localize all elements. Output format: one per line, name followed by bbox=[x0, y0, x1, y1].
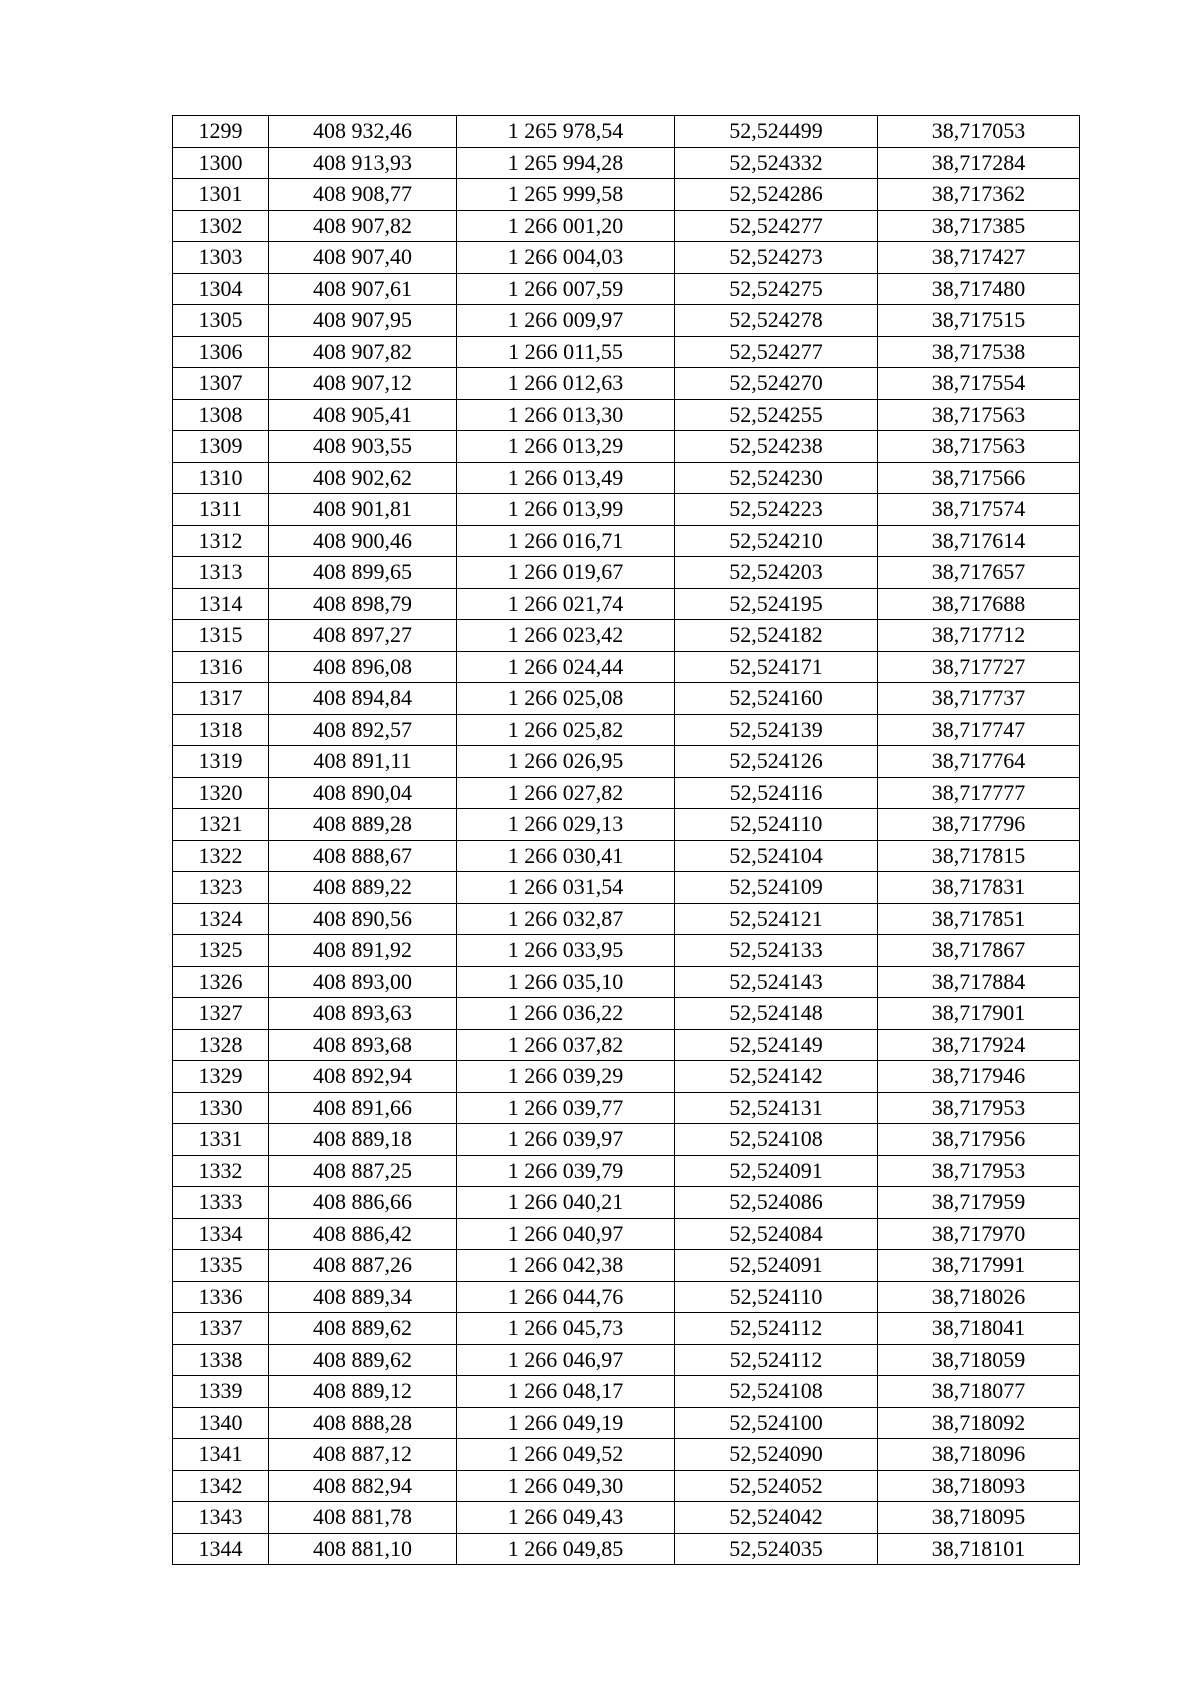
latitude-cell: 52,524112 bbox=[675, 1344, 878, 1376]
x-coordinate-cell: 408 889,22 bbox=[269, 872, 457, 904]
point-number-cell: 1311 bbox=[173, 494, 269, 526]
latitude-cell: 52,524203 bbox=[675, 557, 878, 589]
y-coordinate-cell: 1 266 021,74 bbox=[457, 588, 675, 620]
table-row bbox=[173, 1029, 1080, 1061]
longitude-cell: 38,718092 bbox=[878, 1407, 1080, 1439]
y-coordinate-cell: 1 266 009,97 bbox=[457, 305, 675, 337]
table-row bbox=[173, 273, 1080, 305]
point-number-cell: 1318 bbox=[173, 714, 269, 746]
y-coordinate-cell: 1 266 004,03 bbox=[457, 242, 675, 274]
latitude-cell: 52,524160 bbox=[675, 683, 878, 715]
x-coordinate-cell: 408 900,46 bbox=[269, 525, 457, 557]
latitude-cell: 52,524195 bbox=[675, 588, 878, 620]
x-coordinate-cell: 408 896,08 bbox=[269, 651, 457, 683]
x-coordinate-cell: 408 889,62 bbox=[269, 1313, 457, 1345]
x-coordinate-cell: 408 893,63 bbox=[269, 998, 457, 1030]
table-row bbox=[173, 1187, 1080, 1219]
table-row bbox=[173, 1439, 1080, 1471]
latitude-cell: 52,524133 bbox=[675, 935, 878, 967]
x-coordinate-cell: 408 887,12 bbox=[269, 1439, 457, 1471]
longitude-cell: 38,717764 bbox=[878, 746, 1080, 778]
latitude-cell: 52,524100 bbox=[675, 1407, 878, 1439]
x-coordinate-cell: 408 898,79 bbox=[269, 588, 457, 620]
latitude-cell: 52,524230 bbox=[675, 462, 878, 494]
longitude-cell: 38,718041 bbox=[878, 1313, 1080, 1345]
point-number-cell: 1334 bbox=[173, 1218, 269, 1250]
latitude-cell: 52,524109 bbox=[675, 872, 878, 904]
point-number-cell: 1332 bbox=[173, 1155, 269, 1187]
point-number-cell: 1301 bbox=[173, 179, 269, 211]
latitude-cell: 52,524035 bbox=[675, 1533, 878, 1565]
latitude-cell: 52,524182 bbox=[675, 620, 878, 652]
point-number-cell: 1338 bbox=[173, 1344, 269, 1376]
x-coordinate-cell: 408 890,56 bbox=[269, 903, 457, 935]
table-row bbox=[173, 305, 1080, 337]
x-coordinate-cell: 408 903,55 bbox=[269, 431, 457, 463]
point-number-cell: 1329 bbox=[173, 1061, 269, 1093]
x-coordinate-cell: 408 907,82 bbox=[269, 336, 457, 368]
y-coordinate-cell: 1 266 049,52 bbox=[457, 1439, 675, 1471]
table-row bbox=[173, 872, 1080, 904]
y-coordinate-cell: 1 266 013,49 bbox=[457, 462, 675, 494]
x-coordinate-cell: 408 907,40 bbox=[269, 242, 457, 274]
point-number-cell: 1304 bbox=[173, 273, 269, 305]
y-coordinate-cell: 1 265 978,54 bbox=[457, 116, 675, 148]
table-row bbox=[173, 1533, 1080, 1565]
table-row bbox=[173, 714, 1080, 746]
longitude-cell: 38,717727 bbox=[878, 651, 1080, 683]
latitude-cell: 52,524126 bbox=[675, 746, 878, 778]
longitude-cell: 38,717657 bbox=[878, 557, 1080, 589]
table-row bbox=[173, 557, 1080, 589]
x-coordinate-cell: 408 886,42 bbox=[269, 1218, 457, 1250]
longitude-cell: 38,718096 bbox=[878, 1439, 1080, 1471]
latitude-cell: 52,524142 bbox=[675, 1061, 878, 1093]
longitude-cell: 38,717712 bbox=[878, 620, 1080, 652]
y-coordinate-cell: 1 266 013,29 bbox=[457, 431, 675, 463]
latitude-cell: 52,524104 bbox=[675, 840, 878, 872]
table-row bbox=[173, 399, 1080, 431]
x-coordinate-cell: 408 905,41 bbox=[269, 399, 457, 431]
point-number-cell: 1319 bbox=[173, 746, 269, 778]
latitude-cell: 52,524278 bbox=[675, 305, 878, 337]
point-number-cell: 1341 bbox=[173, 1439, 269, 1471]
x-coordinate-cell: 408 913,93 bbox=[269, 147, 457, 179]
latitude-cell: 52,524091 bbox=[675, 1155, 878, 1187]
longitude-cell: 38,717566 bbox=[878, 462, 1080, 494]
table-row bbox=[173, 777, 1080, 809]
y-coordinate-cell: 1 266 039,79 bbox=[457, 1155, 675, 1187]
longitude-cell: 38,718101 bbox=[878, 1533, 1080, 1565]
longitude-cell: 38,717427 bbox=[878, 242, 1080, 274]
x-coordinate-cell: 408 932,46 bbox=[269, 116, 457, 148]
point-number-cell: 1323 bbox=[173, 872, 269, 904]
x-coordinate-cell: 408 907,95 bbox=[269, 305, 457, 337]
table-row bbox=[173, 147, 1080, 179]
latitude-cell: 52,524275 bbox=[675, 273, 878, 305]
y-coordinate-cell: 1 266 001,20 bbox=[457, 210, 675, 242]
x-coordinate-cell: 408 907,61 bbox=[269, 273, 457, 305]
x-coordinate-cell: 408 888,28 bbox=[269, 1407, 457, 1439]
y-coordinate-cell: 1 266 032,87 bbox=[457, 903, 675, 935]
x-coordinate-cell: 408 887,26 bbox=[269, 1250, 457, 1282]
latitude-cell: 52,524091 bbox=[675, 1250, 878, 1282]
point-number-cell: 1343 bbox=[173, 1502, 269, 1534]
point-number-cell: 1342 bbox=[173, 1470, 269, 1502]
latitude-cell: 52,524116 bbox=[675, 777, 878, 809]
table-row bbox=[173, 210, 1080, 242]
longitude-cell: 38,717554 bbox=[878, 368, 1080, 400]
x-coordinate-cell: 408 891,92 bbox=[269, 935, 457, 967]
point-number-cell: 1339 bbox=[173, 1376, 269, 1408]
y-coordinate-cell: 1 266 048,17 bbox=[457, 1376, 675, 1408]
x-coordinate-cell: 408 882,94 bbox=[269, 1470, 457, 1502]
longitude-cell: 38,717385 bbox=[878, 210, 1080, 242]
y-coordinate-cell: 1 266 027,82 bbox=[457, 777, 675, 809]
y-coordinate-cell: 1 266 036,22 bbox=[457, 998, 675, 1030]
point-number-cell: 1312 bbox=[173, 525, 269, 557]
latitude-cell: 52,524042 bbox=[675, 1502, 878, 1534]
longitude-cell: 38,717815 bbox=[878, 840, 1080, 872]
longitude-cell: 38,717688 bbox=[878, 588, 1080, 620]
latitude-cell: 52,524223 bbox=[675, 494, 878, 526]
point-number-cell: 1325 bbox=[173, 935, 269, 967]
latitude-cell: 52,524139 bbox=[675, 714, 878, 746]
latitude-cell: 52,524148 bbox=[675, 998, 878, 1030]
longitude-cell: 38,717851 bbox=[878, 903, 1080, 935]
point-number-cell: 1310 bbox=[173, 462, 269, 494]
longitude-cell: 38,717614 bbox=[878, 525, 1080, 557]
point-number-cell: 1302 bbox=[173, 210, 269, 242]
point-number-cell: 1308 bbox=[173, 399, 269, 431]
y-coordinate-cell: 1 266 013,30 bbox=[457, 399, 675, 431]
y-coordinate-cell: 1 266 040,21 bbox=[457, 1187, 675, 1219]
y-coordinate-cell: 1 266 039,29 bbox=[457, 1061, 675, 1093]
y-coordinate-cell: 1 266 049,19 bbox=[457, 1407, 675, 1439]
table-row bbox=[173, 966, 1080, 998]
point-number-cell: 1331 bbox=[173, 1124, 269, 1156]
x-coordinate-cell: 408 893,00 bbox=[269, 966, 457, 998]
point-number-cell: 1306 bbox=[173, 336, 269, 368]
coordinates-table-body bbox=[173, 116, 1080, 1565]
longitude-cell: 38,718095 bbox=[878, 1502, 1080, 1534]
point-number-cell: 1324 bbox=[173, 903, 269, 935]
table-row bbox=[173, 1218, 1080, 1250]
longitude-cell: 38,717777 bbox=[878, 777, 1080, 809]
longitude-cell: 38,717796 bbox=[878, 809, 1080, 841]
latitude-cell: 52,524238 bbox=[675, 431, 878, 463]
x-coordinate-cell: 408 902,62 bbox=[269, 462, 457, 494]
point-number-cell: 1340 bbox=[173, 1407, 269, 1439]
x-coordinate-cell: 408 907,12 bbox=[269, 368, 457, 400]
point-number-cell: 1337 bbox=[173, 1313, 269, 1345]
point-number-cell: 1299 bbox=[173, 116, 269, 148]
table-row bbox=[173, 494, 1080, 526]
point-number-cell: 1309 bbox=[173, 431, 269, 463]
latitude-cell: 52,524273 bbox=[675, 242, 878, 274]
y-coordinate-cell: 1 266 039,97 bbox=[457, 1124, 675, 1156]
table-row bbox=[173, 336, 1080, 368]
latitude-cell: 52,524086 bbox=[675, 1187, 878, 1219]
table-row bbox=[173, 525, 1080, 557]
longitude-cell: 38,717953 bbox=[878, 1092, 1080, 1124]
y-coordinate-cell: 1 266 031,54 bbox=[457, 872, 675, 904]
y-coordinate-cell: 1 266 033,95 bbox=[457, 935, 675, 967]
latitude-cell: 52,524052 bbox=[675, 1470, 878, 1502]
x-coordinate-cell: 408 901,81 bbox=[269, 494, 457, 526]
x-coordinate-cell: 408 889,28 bbox=[269, 809, 457, 841]
table-row bbox=[173, 368, 1080, 400]
longitude-cell: 38,717053 bbox=[878, 116, 1080, 148]
point-number-cell: 1321 bbox=[173, 809, 269, 841]
point-number-cell: 1305 bbox=[173, 305, 269, 337]
longitude-cell: 38,717563 bbox=[878, 399, 1080, 431]
table-row bbox=[173, 588, 1080, 620]
y-coordinate-cell: 1 266 007,59 bbox=[457, 273, 675, 305]
longitude-cell: 38,718093 bbox=[878, 1470, 1080, 1502]
point-number-cell: 1314 bbox=[173, 588, 269, 620]
longitude-cell: 38,717970 bbox=[878, 1218, 1080, 1250]
latitude-cell: 52,524499 bbox=[675, 116, 878, 148]
x-coordinate-cell: 408 894,84 bbox=[269, 683, 457, 715]
latitude-cell: 52,524171 bbox=[675, 651, 878, 683]
coordinates-table bbox=[172, 115, 1080, 1565]
table-row bbox=[173, 809, 1080, 841]
table-row bbox=[173, 1250, 1080, 1282]
x-coordinate-cell: 408 887,25 bbox=[269, 1155, 457, 1187]
y-coordinate-cell: 1 266 019,67 bbox=[457, 557, 675, 589]
x-coordinate-cell: 408 892,57 bbox=[269, 714, 457, 746]
point-number-cell: 1315 bbox=[173, 620, 269, 652]
longitude-cell: 38,717953 bbox=[878, 1155, 1080, 1187]
longitude-cell: 38,717515 bbox=[878, 305, 1080, 337]
latitude-cell: 52,524277 bbox=[675, 336, 878, 368]
longitude-cell: 38,717574 bbox=[878, 494, 1080, 526]
point-number-cell: 1300 bbox=[173, 147, 269, 179]
table-row bbox=[173, 998, 1080, 1030]
point-number-cell: 1326 bbox=[173, 966, 269, 998]
longitude-cell: 38,717831 bbox=[878, 872, 1080, 904]
y-coordinate-cell: 1 266 045,73 bbox=[457, 1313, 675, 1345]
y-coordinate-cell: 1 266 044,76 bbox=[457, 1281, 675, 1313]
point-number-cell: 1320 bbox=[173, 777, 269, 809]
y-coordinate-cell: 1 266 042,38 bbox=[457, 1250, 675, 1282]
y-coordinate-cell: 1 266 046,97 bbox=[457, 1344, 675, 1376]
table-row bbox=[173, 651, 1080, 683]
longitude-cell: 38,717563 bbox=[878, 431, 1080, 463]
point-number-cell: 1336 bbox=[173, 1281, 269, 1313]
y-coordinate-cell: 1 266 037,82 bbox=[457, 1029, 675, 1061]
point-number-cell: 1317 bbox=[173, 683, 269, 715]
y-coordinate-cell: 1 266 035,10 bbox=[457, 966, 675, 998]
longitude-cell: 38,717946 bbox=[878, 1061, 1080, 1093]
y-coordinate-cell: 1 266 016,71 bbox=[457, 525, 675, 557]
table-row bbox=[173, 1313, 1080, 1345]
y-coordinate-cell: 1 266 026,95 bbox=[457, 746, 675, 778]
y-coordinate-cell: 1 266 029,13 bbox=[457, 809, 675, 841]
table-row bbox=[173, 620, 1080, 652]
x-coordinate-cell: 408 881,10 bbox=[269, 1533, 457, 1565]
point-number-cell: 1344 bbox=[173, 1533, 269, 1565]
y-coordinate-cell: 1 266 049,85 bbox=[457, 1533, 675, 1565]
latitude-cell: 52,524112 bbox=[675, 1313, 878, 1345]
latitude-cell: 52,524286 bbox=[675, 179, 878, 211]
longitude-cell: 38,717737 bbox=[878, 683, 1080, 715]
table-row bbox=[173, 746, 1080, 778]
latitude-cell: 52,524143 bbox=[675, 966, 878, 998]
latitude-cell: 52,524149 bbox=[675, 1029, 878, 1061]
longitude-cell: 38,717362 bbox=[878, 179, 1080, 211]
table-row bbox=[173, 1155, 1080, 1187]
table-row bbox=[173, 683, 1080, 715]
table-row bbox=[173, 431, 1080, 463]
y-coordinate-cell: 1 266 023,42 bbox=[457, 620, 675, 652]
x-coordinate-cell: 408 889,18 bbox=[269, 1124, 457, 1156]
latitude-cell: 52,524332 bbox=[675, 147, 878, 179]
table-row bbox=[173, 116, 1080, 148]
point-number-cell: 1335 bbox=[173, 1250, 269, 1282]
x-coordinate-cell: 408 886,66 bbox=[269, 1187, 457, 1219]
y-coordinate-cell: 1 266 024,44 bbox=[457, 651, 675, 683]
x-coordinate-cell: 408 897,27 bbox=[269, 620, 457, 652]
latitude-cell: 52,524210 bbox=[675, 525, 878, 557]
table-row bbox=[173, 1407, 1080, 1439]
y-coordinate-cell: 1 266 025,82 bbox=[457, 714, 675, 746]
y-coordinate-cell: 1 266 013,99 bbox=[457, 494, 675, 526]
point-number-cell: 1333 bbox=[173, 1187, 269, 1219]
point-number-cell: 1327 bbox=[173, 998, 269, 1030]
x-coordinate-cell: 408 908,77 bbox=[269, 179, 457, 211]
y-coordinate-cell: 1 266 012,63 bbox=[457, 368, 675, 400]
longitude-cell: 38,718026 bbox=[878, 1281, 1080, 1313]
table-row bbox=[173, 1281, 1080, 1313]
x-coordinate-cell: 408 889,62 bbox=[269, 1344, 457, 1376]
latitude-cell: 52,524110 bbox=[675, 809, 878, 841]
table-row bbox=[173, 179, 1080, 211]
table-row bbox=[173, 935, 1080, 967]
y-coordinate-cell: 1 266 025,08 bbox=[457, 683, 675, 715]
table-row bbox=[173, 1502, 1080, 1534]
point-number-cell: 1330 bbox=[173, 1092, 269, 1124]
latitude-cell: 52,524277 bbox=[675, 210, 878, 242]
latitude-cell: 52,524110 bbox=[675, 1281, 878, 1313]
x-coordinate-cell: 408 889,12 bbox=[269, 1376, 457, 1408]
x-coordinate-cell: 408 889,34 bbox=[269, 1281, 457, 1313]
longitude-cell: 38,717480 bbox=[878, 273, 1080, 305]
point-number-cell: 1307 bbox=[173, 368, 269, 400]
latitude-cell: 52,524121 bbox=[675, 903, 878, 935]
y-coordinate-cell: 1 265 994,28 bbox=[457, 147, 675, 179]
longitude-cell: 38,718059 bbox=[878, 1344, 1080, 1376]
latitude-cell: 52,524090 bbox=[675, 1439, 878, 1471]
latitude-cell: 52,524255 bbox=[675, 399, 878, 431]
x-coordinate-cell: 408 899,65 bbox=[269, 557, 457, 589]
point-number-cell: 1328 bbox=[173, 1029, 269, 1061]
latitude-cell: 52,524108 bbox=[675, 1376, 878, 1408]
table-row bbox=[173, 462, 1080, 494]
x-coordinate-cell: 408 888,67 bbox=[269, 840, 457, 872]
table-row bbox=[173, 242, 1080, 274]
table-row bbox=[173, 1061, 1080, 1093]
point-number-cell: 1313 bbox=[173, 557, 269, 589]
point-number-cell: 1303 bbox=[173, 242, 269, 274]
longitude-cell: 38,717901 bbox=[878, 998, 1080, 1030]
table-row bbox=[173, 1376, 1080, 1408]
latitude-cell: 52,524270 bbox=[675, 368, 878, 400]
longitude-cell: 38,717747 bbox=[878, 714, 1080, 746]
longitude-cell: 38,717538 bbox=[878, 336, 1080, 368]
table-row bbox=[173, 840, 1080, 872]
x-coordinate-cell: 408 907,82 bbox=[269, 210, 457, 242]
y-coordinate-cell: 1 266 040,97 bbox=[457, 1218, 675, 1250]
table-row bbox=[173, 1124, 1080, 1156]
x-coordinate-cell: 408 893,68 bbox=[269, 1029, 457, 1061]
longitude-cell: 38,717991 bbox=[878, 1250, 1080, 1282]
y-coordinate-cell: 1 265 999,58 bbox=[457, 179, 675, 211]
y-coordinate-cell: 1 266 039,77 bbox=[457, 1092, 675, 1124]
y-coordinate-cell: 1 266 049,30 bbox=[457, 1470, 675, 1502]
x-coordinate-cell: 408 890,04 bbox=[269, 777, 457, 809]
x-coordinate-cell: 408 892,94 bbox=[269, 1061, 457, 1093]
longitude-cell: 38,717884 bbox=[878, 966, 1080, 998]
table-row bbox=[173, 1092, 1080, 1124]
x-coordinate-cell: 408 891,66 bbox=[269, 1092, 457, 1124]
latitude-cell: 52,524084 bbox=[675, 1218, 878, 1250]
latitude-cell: 52,524108 bbox=[675, 1124, 878, 1156]
latitude-cell: 52,524131 bbox=[675, 1092, 878, 1124]
table-row bbox=[173, 903, 1080, 935]
y-coordinate-cell: 1 266 011,55 bbox=[457, 336, 675, 368]
longitude-cell: 38,717924 bbox=[878, 1029, 1080, 1061]
point-number-cell: 1322 bbox=[173, 840, 269, 872]
table-row bbox=[173, 1470, 1080, 1502]
y-coordinate-cell: 1 266 049,43 bbox=[457, 1502, 675, 1534]
longitude-cell: 38,718077 bbox=[878, 1376, 1080, 1408]
longitude-cell: 38,717956 bbox=[878, 1124, 1080, 1156]
table-row bbox=[173, 1344, 1080, 1376]
x-coordinate-cell: 408 881,78 bbox=[269, 1502, 457, 1534]
point-number-cell: 1316 bbox=[173, 651, 269, 683]
longitude-cell: 38,717867 bbox=[878, 935, 1080, 967]
longitude-cell: 38,717959 bbox=[878, 1187, 1080, 1219]
x-coordinate-cell: 408 891,11 bbox=[269, 746, 457, 778]
y-coordinate-cell: 1 266 030,41 bbox=[457, 840, 675, 872]
longitude-cell: 38,717284 bbox=[878, 147, 1080, 179]
